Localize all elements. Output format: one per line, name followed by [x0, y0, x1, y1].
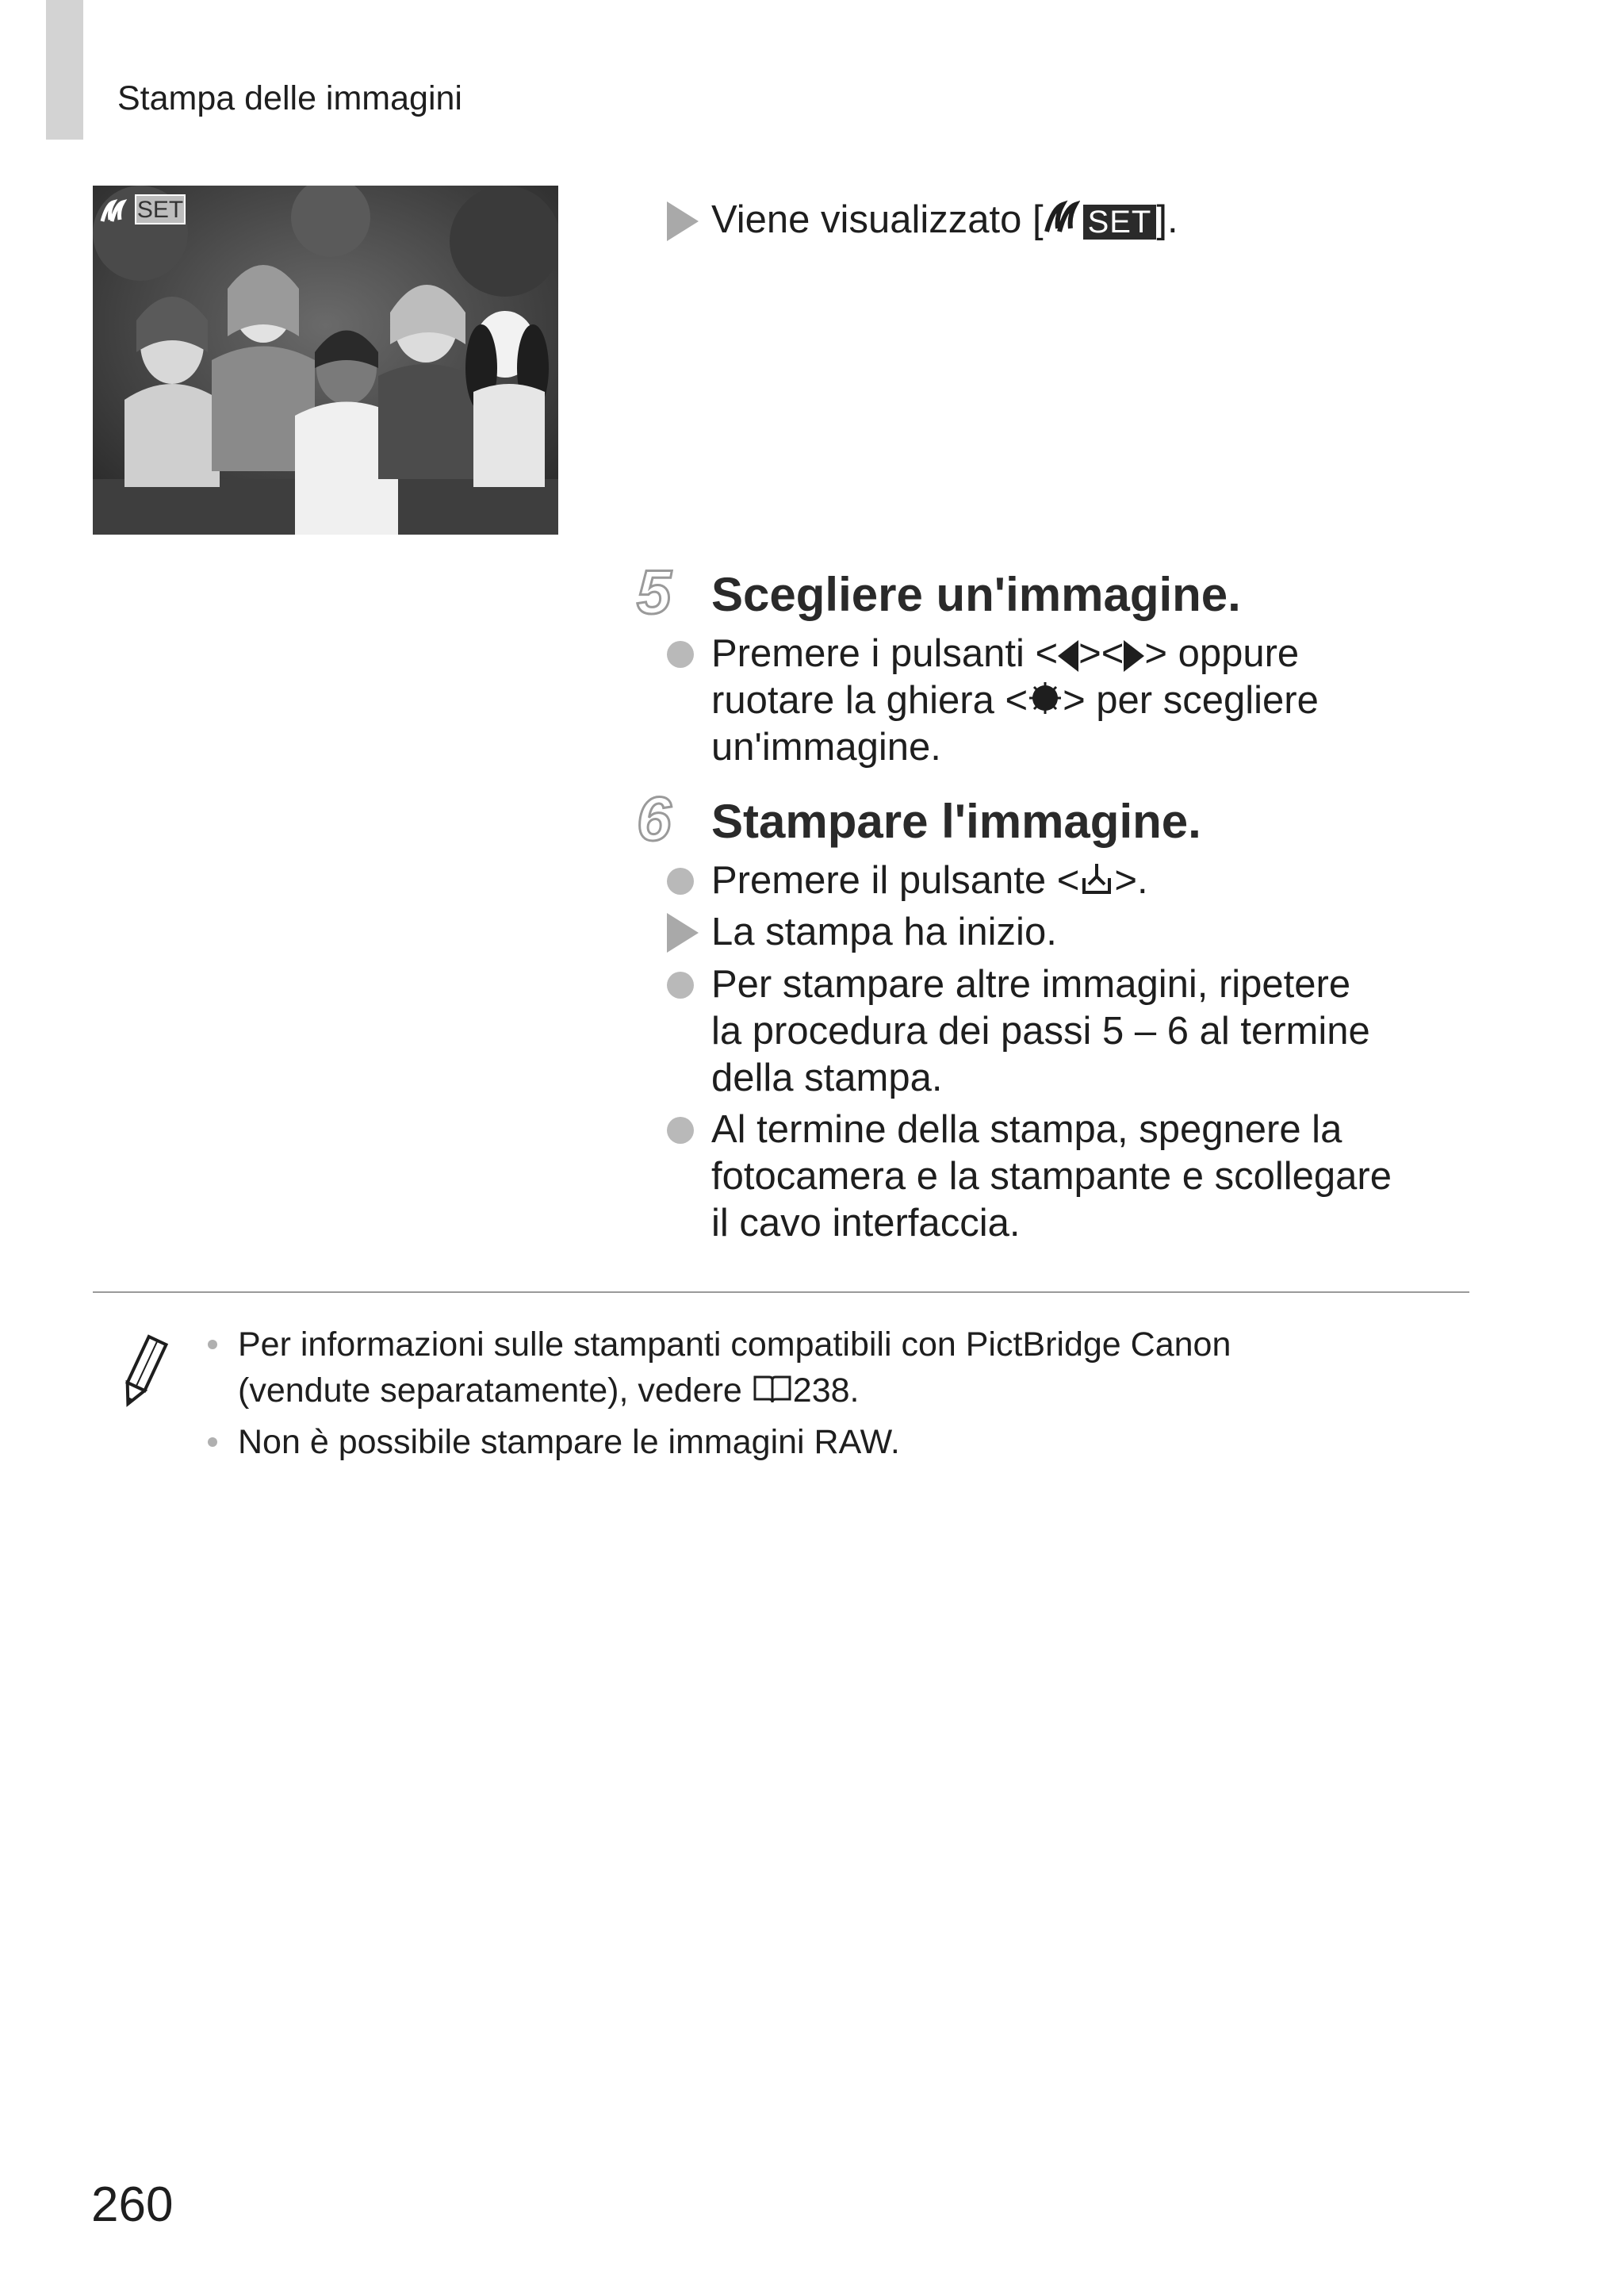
step6-bullet2: La stampa ha inizio.	[711, 911, 1057, 953]
set-badge: SET	[1083, 205, 1157, 240]
step6-bullet4-line2: fotocamera e la stampante e scollegare	[711, 1155, 1392, 1198]
pictbridge-icon	[1044, 198, 1080, 246]
note-bullet	[208, 1340, 217, 1349]
step6-bullet4-line1: Al termine della stampa, spegnere la	[711, 1108, 1342, 1151]
intro-line	[711, 197, 1178, 246]
step5-line3: un'immagine.	[711, 726, 941, 769]
intro-text: Viene visualizzato [	[711, 198, 1044, 241]
section-tab	[46, 0, 83, 140]
note1-line1: Per informazioni sulle stampanti compatibili con PictBridge Canon	[238, 1325, 1231, 1364]
bullet-dot-icon	[667, 641, 694, 668]
right-button-icon	[1124, 640, 1144, 672]
step-number: 5	[637, 557, 672, 627]
step5-line1: Premere i pulsanti < >< > oppure	[711, 632, 1300, 675]
pencil-note-icon	[111, 1333, 174, 1416]
left-button-icon	[1058, 640, 1078, 672]
step6-bullet4-line3: il cavo interfaccia.	[711, 1202, 1021, 1245]
bullet-dot-icon	[667, 868, 694, 895]
step-title: Stampare l'immagine.	[711, 795, 1201, 848]
note1-line2: (vendute separatamente), vedere 238.	[238, 1367, 859, 1416]
step6-bullet3-line2: la procedura dei passi 5 – 6 al termine	[711, 1010, 1370, 1053]
result-arrow-icon	[667, 201, 699, 241]
print-share-button-icon	[1079, 860, 1114, 907]
camera-screen-image	[93, 186, 558, 535]
bullet-dot-icon	[667, 1117, 694, 1144]
section-divider	[93, 1291, 1469, 1293]
result-arrow-icon	[667, 913, 699, 953]
bullet-dot-icon	[667, 972, 694, 999]
intro-text-end: ].	[1156, 198, 1178, 241]
page-header: Stampa delle immagini	[117, 79, 462, 117]
step-number: 6	[637, 784, 672, 853]
step6-bullet3-line1: Per stampare altre immagini, ripetere	[711, 963, 1351, 1006]
note2: Non è possibile stampare le immagini RAW.	[238, 1423, 900, 1461]
set-overlay-label: SET	[136, 197, 184, 223]
note-bullet	[208, 1437, 217, 1447]
book-reference-icon	[752, 1370, 793, 1416]
page-number: 260	[91, 2177, 174, 2232]
step6-bullet3-line3: della stampa.	[711, 1057, 943, 1099]
step6-bullet1: Premere il pulsante < >.	[711, 857, 1148, 907]
step-title: Scegliere un'immagine.	[711, 568, 1241, 621]
step5-line2: ruotare la ghiera < > per scegliere	[711, 677, 1319, 727]
control-dial-icon	[1028, 680, 1063, 727]
